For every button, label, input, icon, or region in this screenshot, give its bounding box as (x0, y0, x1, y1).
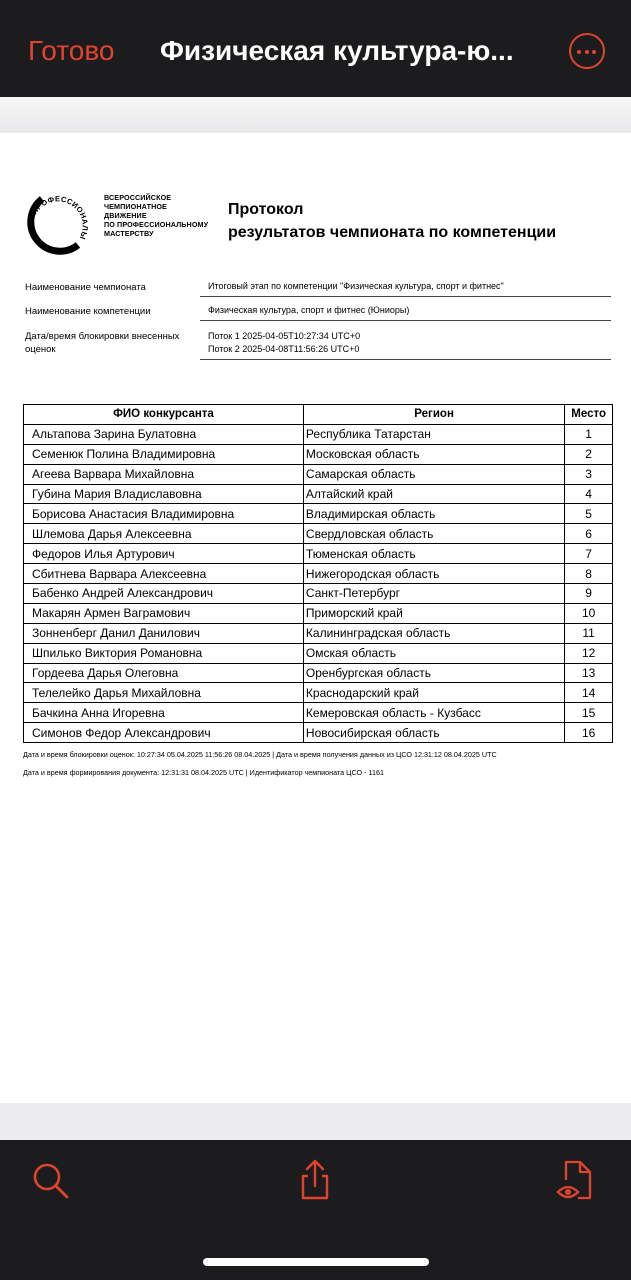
table-row (24, 544, 613, 564)
search-icon[interactable] (30, 1158, 70, 1202)
table-header-row (24, 405, 613, 425)
participant-name: Сбитнева Варвара Алексеевна (24, 564, 304, 584)
logo-subtitle-line: ВСЕРОССИЙСКОЕ (104, 193, 172, 202)
table-row (24, 464, 613, 484)
table-row (24, 564, 613, 584)
results-table-body (24, 424, 613, 742)
participant-place: 12 (565, 643, 613, 663)
participant-region: Нижегородская область (303, 564, 564, 584)
participant-region: Самарская область (303, 464, 564, 484)
document-view-icon[interactable] (556, 1158, 596, 1202)
table-row (24, 584, 613, 604)
competence-label: Наименование компетенции (25, 306, 151, 317)
participant-place: 2 (565, 444, 613, 464)
participant-place: 4 (565, 484, 613, 504)
participant-region: Новосибирская область (303, 723, 564, 743)
share-icon[interactable] (295, 1158, 335, 1202)
participant-region: Кемеровская область - Кузбасс (303, 703, 564, 723)
table-row (24, 603, 613, 623)
professionaly-logo (24, 189, 92, 257)
participant-place: 11 (565, 623, 613, 643)
column-header-region: Регион (303, 405, 564, 425)
column-header-place: Место (565, 405, 613, 425)
viewer-background (0, 1103, 631, 1140)
participant-region: Омская область (303, 643, 564, 663)
logo-subtitle-line: МАСТЕРСТВУ (104, 229, 154, 238)
lock-time-value (200, 330, 611, 360)
table-row (24, 703, 613, 723)
table-row (24, 424, 613, 444)
lock-time-stream-1: Поток 1 2025-04-05T10:27:34 UTC+0 (208, 331, 361, 341)
championship-value: Итоговый этап по компетенции "Физическая культура, спорт и фитнес" (200, 280, 611, 297)
participant-region: Московская область (303, 444, 564, 464)
column-header-name: ФИО конкурсанта (24, 405, 304, 425)
participant-name: Альтапова Зарина Булатовна (24, 424, 304, 444)
participant-name: Макарян Армен Ваграмович (24, 603, 304, 623)
viewer-background (0, 97, 631, 133)
participant-region: Владимирская область (303, 504, 564, 524)
participant-region: Санкт-Петербург (303, 584, 564, 604)
table-row (24, 623, 613, 643)
participant-name: Бабенко Андрей Александрович (24, 584, 304, 604)
document-title: Физическая культура-ю... (160, 35, 514, 66)
participant-place: 3 (565, 464, 613, 484)
participant-place: 8 (565, 564, 613, 584)
participant-place: 5 (565, 504, 613, 524)
done-button[interactable]: Готово (28, 35, 115, 66)
participant-name: Бачкина Анна Игоревна (24, 703, 304, 723)
lock-time-label-line: Дата/время блокировки внесенных (25, 331, 180, 342)
participant-place: 7 (565, 544, 613, 564)
participant-place: 15 (565, 703, 613, 723)
lock-time-label (25, 330, 179, 356)
participant-place: 13 (565, 663, 613, 683)
participant-region: Калининградская область (303, 623, 564, 643)
table-row (24, 723, 613, 743)
ellipsis-circle-icon[interactable] (569, 33, 605, 69)
participant-region: Оренбургская область (303, 663, 564, 683)
participant-name: Агеева Варвара Михайловна (24, 464, 304, 484)
table-row (24, 663, 613, 683)
top-navigation-bar (0, 0, 631, 97)
protocol-title-line1: Протокол (228, 201, 304, 218)
participant-region: Алтайский край (303, 484, 564, 504)
participant-region: Краснодарский край (303, 683, 564, 703)
lock-time-stream-2: Поток 2 2025-04-08T11:56:26 UTC+0 (208, 344, 360, 354)
table-row (24, 643, 613, 663)
footer-note-lock-times: Дата и время блокировки оценок: 10:27:34 05.04.2025 11:56:26 08.04.2025 | Дата и время получения данных из ЦСО 12:31:12 08.04.2025 UTC (23, 750, 497, 759)
participant-name: Зонненберг Данил Данилович (24, 623, 304, 643)
participant-name: Симонов Федор Александрович (24, 723, 304, 743)
championship-label: Наименование чемпионата (25, 282, 146, 293)
logo-subtitle (104, 193, 224, 238)
participant-name: Гордеева Дарья Олеговна (24, 663, 304, 683)
protocol-title (228, 198, 618, 244)
participant-place: 14 (565, 683, 613, 703)
participant-name: Шпилько Виктория Романовна (24, 643, 304, 663)
participant-place: 10 (565, 603, 613, 623)
participant-name: Губина Мария Владиславовна (24, 484, 304, 504)
participant-region: Тюменская область (303, 544, 564, 564)
bottom-toolbar (0, 1140, 631, 1280)
protocol-title-line2: результатов чемпионата по компетенции (228, 224, 557, 241)
results-table (23, 404, 613, 743)
logo-subtitle-line: ЧЕМПИОНАТНОЕ (104, 202, 167, 211)
footer-note-generated: Дата и время формирования документа: 12:31:31 08.04.2025 UTC | Идентификатор чемпионата ЦСО - 1161 (23, 768, 384, 777)
participant-name: Телелейко Дарья Михайловна (24, 683, 304, 703)
logo-ring-text: ПРОФЕССИОНАЛЫ (29, 194, 90, 241)
document-page[interactable] (0, 133, 631, 1103)
table-row (24, 504, 613, 524)
participant-name: Семенюк Полина Владимировна (24, 444, 304, 464)
participant-region: Свердловская область (303, 524, 564, 544)
participant-name: Шлемова Дарья Алексеевна (24, 524, 304, 544)
participant-place: 1 (565, 424, 613, 444)
logo-subtitle-line: ДВИЖЕНИЕ (104, 211, 147, 220)
table-row (24, 524, 613, 544)
home-indicator[interactable] (203, 1258, 429, 1266)
participant-place: 16 (565, 723, 613, 743)
table-row (24, 484, 613, 504)
participant-name: Федоров Илья Артурович (24, 544, 304, 564)
participant-name: Борисова Анастасия Владимировна (24, 504, 304, 524)
lock-time-label-line: оценок (25, 344, 56, 355)
competence-value: Физическая культура, спорт и фитнес (Юниоры) (200, 304, 611, 321)
participant-place: 9 (565, 584, 613, 604)
participant-region: Приморский край (303, 603, 564, 623)
participant-region: Республика Татарстан (303, 424, 564, 444)
participant-place: 6 (565, 524, 613, 544)
logo-subtitle-line: ПО ПРОФЕССИОНАЛЬНОМУ (104, 220, 209, 229)
table-row (24, 444, 613, 464)
table-row (24, 683, 613, 703)
